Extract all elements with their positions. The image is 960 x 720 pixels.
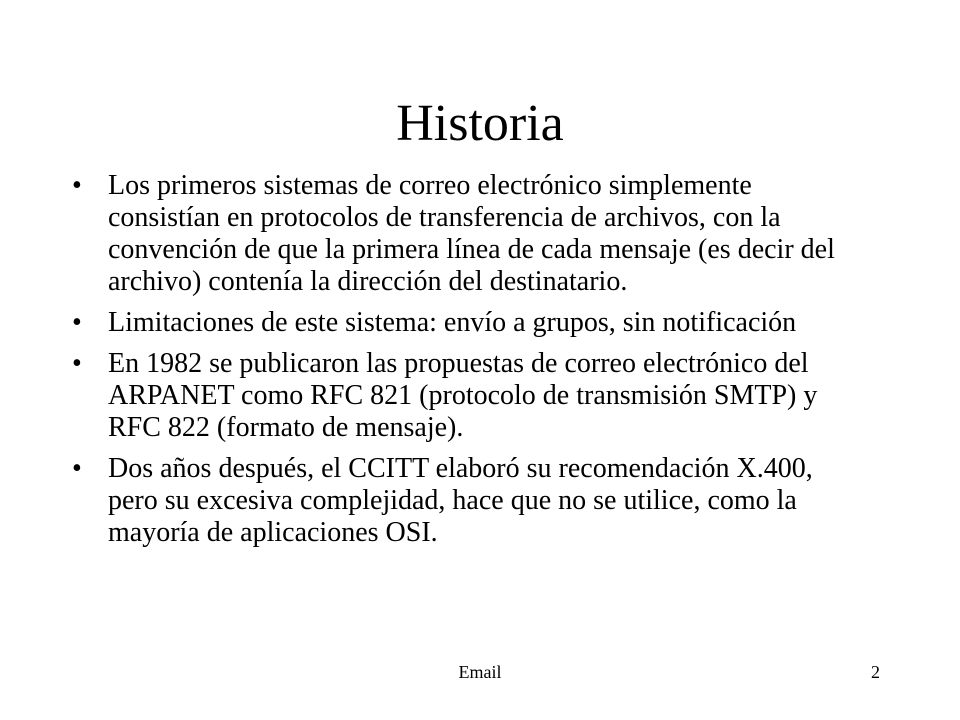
- bullet-text: Dos años después, el CCITT elaboró su recomendación X.400, pero su excesiva complejidad, hace que no se utilice, como la mayoría de aplicaciones OSI.: [108, 453, 813, 548]
- slide-title: Historia: [396, 95, 564, 152]
- bullet-text: En 1982 se publicaron las propuestas de correo electrónico del ARPANET como RFC 821 (protocolo de transmisión SMTP) y RFC 822 (formato de mensaje).: [108, 348, 818, 443]
- bullet-item: [72, 453, 862, 549]
- bullet-icon: •: [72, 170, 82, 201]
- bullet-text: Los primeros sistemas de correo electrónico simplemente consistían en protocolos de transferencia de archivos, con la convención de que la primera línea de cada mensaje (es decir del archivo) contenía la dirección del destinatario.: [108, 170, 835, 297]
- bullet-list: [72, 170, 862, 558]
- bullet-icon: •: [72, 453, 82, 484]
- bullet-icon: •: [72, 307, 82, 338]
- bullet-item: [72, 307, 862, 339]
- bullet-item: [72, 170, 862, 298]
- bullet-item: [72, 348, 862, 444]
- footer-text: Email: [458, 662, 502, 682]
- bullet-icon: •: [72, 348, 82, 379]
- page-number: 2: [871, 662, 880, 682]
- bullet-text: Limitaciones de este sistema: envío a grupos, sin notificación: [108, 307, 797, 338]
